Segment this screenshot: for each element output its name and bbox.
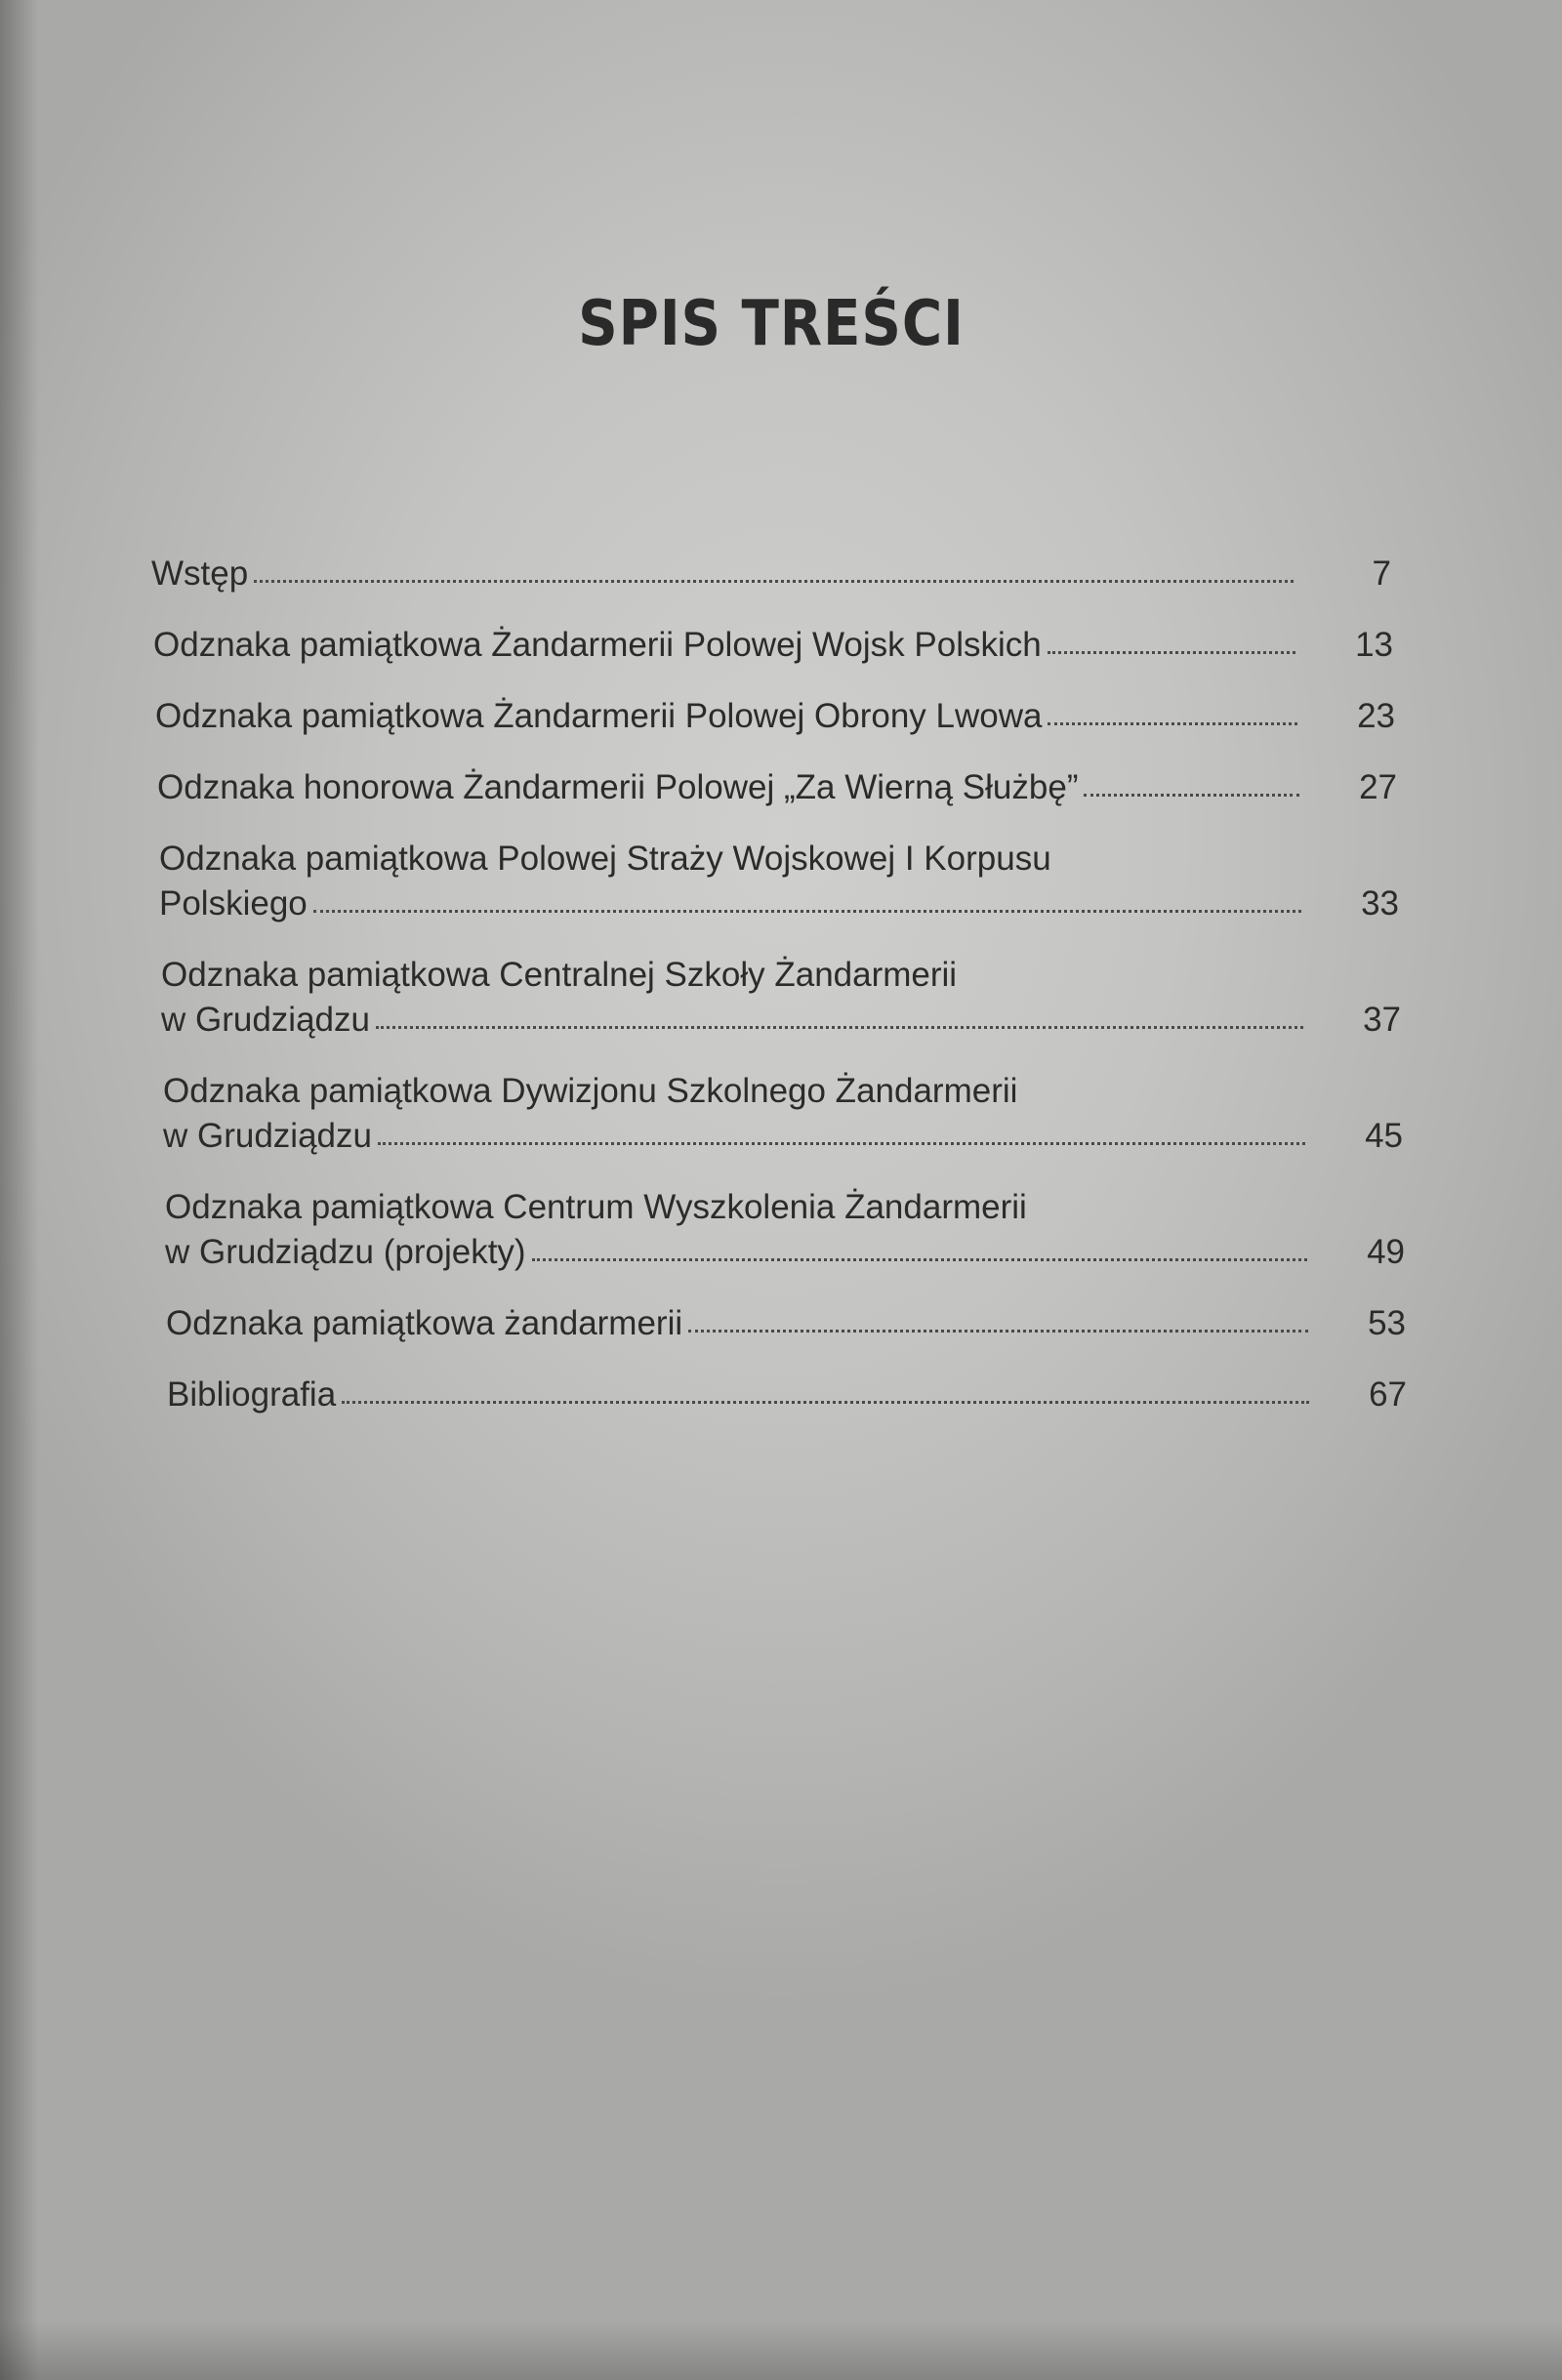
page-shadow-left [0,0,39,2380]
toc-entry-title: Odznaka pamiątkowa Centralnej Szkoły Żandarmerii [161,956,958,994]
toc-entry [167,1373,1407,1417]
toc-page-number: 13 [1355,626,1393,664]
toc-entry-title-continued: w Grudziądzu (projekty) [165,1233,526,1271]
dot-leader [313,906,1301,913]
dot-leader [254,576,1294,583]
table-of-contents [151,552,1407,1444]
toc-page-number: 67 [1369,1375,1407,1414]
toc-page-number: 23 [1357,697,1395,735]
toc-entry [163,1069,1403,1159]
toc-entry [165,1185,1405,1275]
toc-entry [153,623,1393,668]
dot-leader [1048,718,1297,725]
toc-page-number: 37 [1363,1001,1401,1039]
toc-entry-title: Odznaka honorowa Żandarmerii Polowej „Za Wierną Służbę” [157,768,1079,806]
toc-page-number: 45 [1365,1117,1403,1155]
page-title: SPIS TREŚCI [578,288,965,360]
toc-entry-title: Bibliografia [167,1375,337,1414]
toc-page-number: 33 [1361,884,1399,923]
toc-entry-title-continued: Polskiego [159,884,308,923]
toc-entry [161,953,1401,1043]
dot-leader [1084,790,1299,797]
toc-entry [166,1301,1406,1346]
toc-entry [151,552,1391,596]
toc-page-number: 49 [1367,1233,1405,1271]
toc-entry [159,837,1399,926]
dot-leader [342,1397,1309,1404]
toc-entry-title: Odznaka pamiątkowa Dywizjonu Szkolnego Żandarmerii [163,1072,1018,1110]
toc-entry-title-continued: w Grudziądzu [163,1117,372,1155]
dot-leader [688,1326,1308,1333]
page-shadow-bottom [0,2321,1562,2380]
toc-entry-title: Odznaka pamiątkowa żandarmerii [166,1304,683,1342]
toc-page-number: 27 [1359,768,1397,806]
toc-entry-title: Odznaka pamiątkowa Centrum Wyszkolenia Żandarmerii [165,1188,1027,1226]
toc-entry-title: Odznaka pamiątkowa Żandarmerii Polowej Obrony Lwowa [155,697,1043,735]
toc-entry-title-continued: w Grudziądzu [161,1001,370,1039]
toc-page-number: 53 [1368,1304,1406,1342]
dot-leader [532,1254,1307,1261]
toc-entry-title: Wstęp [151,554,249,593]
toc-entry-title: Odznaka pamiątkowa Polowej Straży Wojskowej I Korpusu [159,840,1051,878]
dot-leader [378,1138,1305,1145]
toc-page-number: 7 [1372,554,1391,593]
toc-entry [155,694,1395,739]
toc-entry-title: Odznaka pamiątkowa Żandarmerii Polowej Wojsk Polskich [153,626,1042,664]
dot-leader [376,1022,1303,1029]
dot-leader [1048,647,1295,654]
toc-entry [157,765,1397,810]
